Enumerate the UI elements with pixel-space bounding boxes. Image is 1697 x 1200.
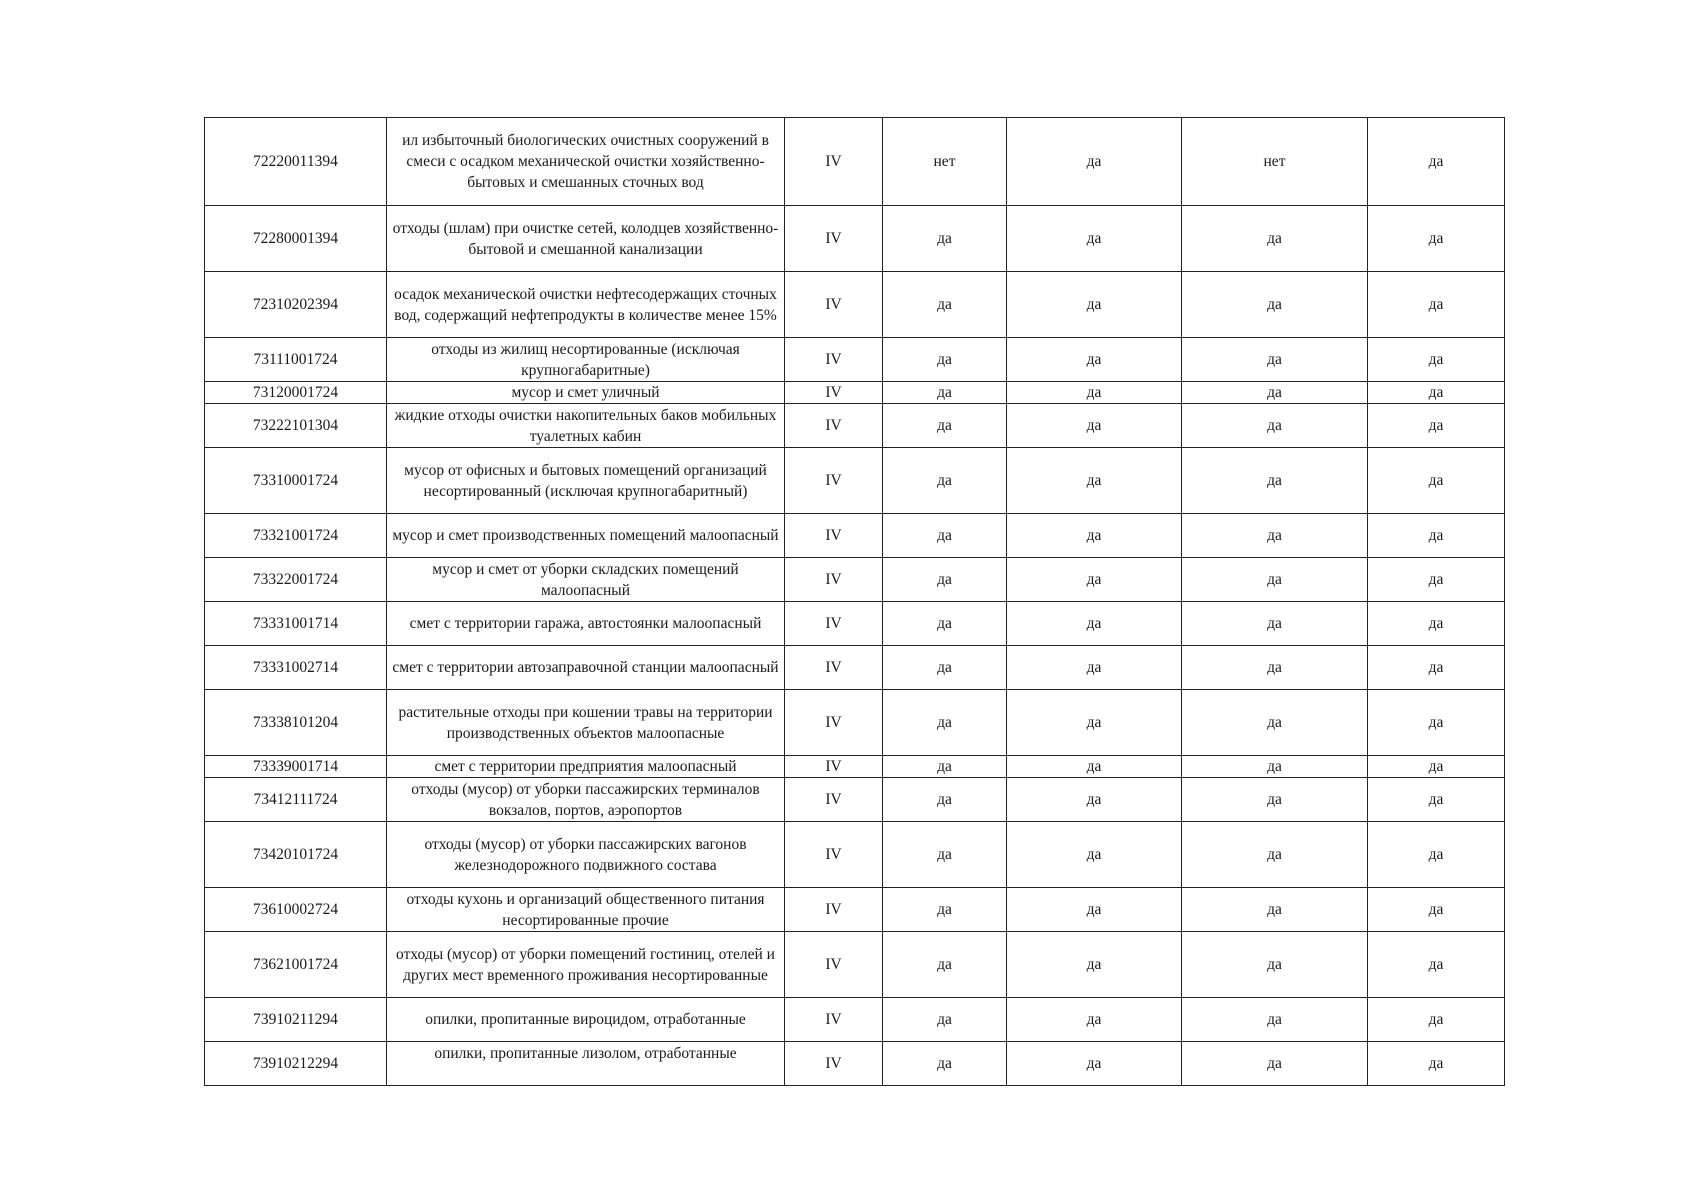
hazard-class-cell: IV (785, 690, 883, 756)
table-row (205, 404, 1505, 448)
column-7-cell: да (1368, 932, 1505, 998)
table-row (205, 448, 1505, 514)
waste-name-cell: мусор и смет уличный (387, 382, 785, 404)
waste-name-cell: отходы из жилищ несортированные (исключая крупногабаритные) (387, 338, 785, 382)
hazard-class-cell: IV (785, 448, 883, 514)
hazard-class-cell: IV (785, 404, 883, 448)
column-5-cell: да (1007, 338, 1182, 382)
column-6-cell: да (1182, 690, 1368, 756)
column-4-cell: да (883, 646, 1007, 690)
column-4-cell: да (883, 932, 1007, 998)
waste-name-cell: опилки, пропитанные лизолом, отработанные (387, 1042, 785, 1086)
column-4-cell: да (883, 514, 1007, 558)
waste-name-cell: осадок механической очистки нефтесодержащих сточных вод, содержащий нефтепродукты в количестве менее 15% (387, 272, 785, 338)
column-5-cell: да (1007, 822, 1182, 888)
waste-name-cell: мусор от офисных и бытовых помещений организаций несортированный (исключая крупногабаритный) (387, 448, 785, 514)
table-row (205, 272, 1505, 338)
waste-name-cell: смет с территории автозаправочной станции малоопасный (387, 646, 785, 690)
column-4-cell: да (883, 998, 1007, 1042)
waste-code-cell: 73338101204 (205, 690, 387, 756)
waste-code-cell: 73331001714 (205, 602, 387, 646)
table-row (205, 558, 1505, 602)
column-4-cell: да (883, 756, 1007, 778)
column-6-cell: да (1182, 514, 1368, 558)
waste-name-cell: отходы кухонь и организаций общественного питания несортированные прочие (387, 888, 785, 932)
hazard-class-cell: IV (785, 756, 883, 778)
table-row (205, 778, 1505, 822)
waste-name-cell: отходы (мусор) от уборки пассажирских вагонов железнодорожного подвижного состава (387, 822, 785, 888)
table-body (205, 118, 1505, 1086)
waste-code-cell: 73420101724 (205, 822, 387, 888)
column-7-cell: да (1368, 1042, 1505, 1086)
waste-name-cell: смет с территории предприятия малоопасный (387, 756, 785, 778)
column-7-cell: да (1368, 404, 1505, 448)
waste-code-cell: 72280001394 (205, 206, 387, 272)
column-6-cell: да (1182, 1042, 1368, 1086)
table-row (205, 888, 1505, 932)
column-5-cell: да (1007, 756, 1182, 778)
waste-name-cell: смет с территории гаража, автостоянки малоопасный (387, 602, 785, 646)
column-4-cell: да (883, 404, 1007, 448)
table-row (205, 1042, 1505, 1086)
column-6-cell: да (1182, 404, 1368, 448)
waste-name-cell: мусор и смет от уборки складских помещений малоопасный (387, 558, 785, 602)
waste-name-cell: ил избыточный биологических очистных сооружений в смеси с осадком механической очистки хозяйственно-бытовых и смешанных сточных вод (387, 118, 785, 206)
column-7-cell: да (1368, 888, 1505, 932)
column-7-cell: да (1368, 448, 1505, 514)
column-6-cell: да (1182, 932, 1368, 998)
column-7-cell: да (1368, 602, 1505, 646)
column-6-cell: нет (1182, 118, 1368, 206)
column-6-cell: да (1182, 998, 1368, 1042)
waste-name-cell: отходы (шлам) при очистке сетей, колодцев хозяйственно-бытовой и смешанной канализации (387, 206, 785, 272)
hazard-class-cell: IV (785, 338, 883, 382)
hazard-class-cell: IV (785, 888, 883, 932)
waste-code-cell: 73621001724 (205, 932, 387, 998)
column-5-cell: да (1007, 404, 1182, 448)
column-4-cell: нет (883, 118, 1007, 206)
column-6-cell: да (1182, 756, 1368, 778)
column-6-cell: да (1182, 272, 1368, 338)
column-6-cell: да (1182, 338, 1368, 382)
hazard-class-cell: IV (785, 932, 883, 998)
waste-code-cell: 73412111724 (205, 778, 387, 822)
waste-name-cell: растительные отходы при кошении травы на территории производственных объектов малоопасные (387, 690, 785, 756)
waste-name-cell: отходы (мусор) от уборки помещений гостиниц, отелей и других мест временного проживания несортированные (387, 932, 785, 998)
table-row (205, 118, 1505, 206)
column-4-cell: да (883, 206, 1007, 272)
waste-code-cell: 73310001724 (205, 448, 387, 514)
column-6-cell: да (1182, 822, 1368, 888)
table-row (205, 206, 1505, 272)
hazard-class-cell: IV (785, 206, 883, 272)
hazard-class-cell: IV (785, 602, 883, 646)
table-row (205, 756, 1505, 778)
column-6-cell: да (1182, 778, 1368, 822)
waste-code-cell: 73331002714 (205, 646, 387, 690)
column-6-cell: да (1182, 558, 1368, 602)
column-7-cell: да (1368, 998, 1505, 1042)
hazard-class-cell: IV (785, 514, 883, 558)
column-6-cell: да (1182, 646, 1368, 690)
column-6-cell: да (1182, 206, 1368, 272)
column-7-cell: да (1368, 778, 1505, 822)
column-7-cell: да (1368, 558, 1505, 602)
table-row (205, 514, 1505, 558)
column-4-cell: да (883, 448, 1007, 514)
waste-code-cell: 73339001714 (205, 756, 387, 778)
waste-code-cell: 73120001724 (205, 382, 387, 404)
table-row (205, 646, 1505, 690)
column-6-cell: да (1182, 602, 1368, 646)
column-7-cell: да (1368, 382, 1505, 404)
column-4-cell: да (883, 602, 1007, 646)
column-5-cell: да (1007, 382, 1182, 404)
table-row (205, 822, 1505, 888)
column-7-cell: да (1368, 272, 1505, 338)
hazard-class-cell: IV (785, 998, 883, 1042)
table-row (205, 382, 1505, 404)
column-4-cell: да (883, 1042, 1007, 1086)
column-5-cell: да (1007, 514, 1182, 558)
waste-code-cell: 73910212294 (205, 1042, 387, 1086)
column-7-cell: да (1368, 646, 1505, 690)
column-5-cell: да (1007, 1042, 1182, 1086)
table-row (205, 602, 1505, 646)
waste-code-cell: 73222101304 (205, 404, 387, 448)
waste-code-cell: 72220011394 (205, 118, 387, 206)
table-row (205, 690, 1505, 756)
hazard-class-cell: IV (785, 558, 883, 602)
column-5-cell: да (1007, 932, 1182, 998)
waste-code-cell: 73321001724 (205, 514, 387, 558)
column-4-cell: да (883, 778, 1007, 822)
column-5-cell: да (1007, 272, 1182, 338)
table-row (205, 932, 1505, 998)
column-6-cell: да (1182, 888, 1368, 932)
column-6-cell: да (1182, 382, 1368, 404)
waste-name-cell: отходы (мусор) от уборки пассажирских терминалов вокзалов, портов, аэропортов (387, 778, 785, 822)
column-7-cell: да (1368, 822, 1505, 888)
table-row (205, 998, 1505, 1042)
hazard-class-cell: IV (785, 646, 883, 690)
column-5-cell: да (1007, 888, 1182, 932)
hazard-class-cell: IV (785, 1042, 883, 1086)
column-5-cell: да (1007, 646, 1182, 690)
column-5-cell: да (1007, 602, 1182, 646)
column-4-cell: да (883, 822, 1007, 888)
column-4-cell: да (883, 690, 1007, 756)
column-4-cell: да (883, 338, 1007, 382)
column-7-cell: да (1368, 756, 1505, 778)
waste-code-cell: 73910211294 (205, 998, 387, 1042)
column-7-cell: да (1368, 338, 1505, 382)
table-row (205, 338, 1505, 382)
column-7-cell: да (1368, 690, 1505, 756)
column-5-cell: да (1007, 448, 1182, 514)
column-5-cell: да (1007, 118, 1182, 206)
hazard-class-cell: IV (785, 822, 883, 888)
column-7-cell: да (1368, 514, 1505, 558)
waste-code-cell: 73610002724 (205, 888, 387, 932)
waste-name-cell: опилки, пропитанные вироцидом, отработанные (387, 998, 785, 1042)
column-6-cell: да (1182, 448, 1368, 514)
column-5-cell: да (1007, 206, 1182, 272)
column-5-cell: да (1007, 690, 1182, 756)
column-5-cell: да (1007, 558, 1182, 602)
column-5-cell: да (1007, 778, 1182, 822)
waste-code-cell: 72310202394 (205, 272, 387, 338)
waste-code-cell: 73111001724 (205, 338, 387, 382)
column-4-cell: да (883, 558, 1007, 602)
waste-classification-table (204, 117, 1505, 1086)
column-4-cell: да (883, 382, 1007, 404)
column-5-cell: да (1007, 998, 1182, 1042)
waste-name-cell: жидкие отходы очистки накопительных баков мобильных туалетных кабин (387, 404, 785, 448)
column-4-cell: да (883, 888, 1007, 932)
column-7-cell: да (1368, 206, 1505, 272)
hazard-class-cell: IV (785, 778, 883, 822)
column-7-cell: да (1368, 118, 1505, 206)
column-4-cell: да (883, 272, 1007, 338)
hazard-class-cell: IV (785, 118, 883, 206)
waste-name-cell: мусор и смет производственных помещений малоопасный (387, 514, 785, 558)
hazard-class-cell: IV (785, 272, 883, 338)
waste-code-cell: 73322001724 (205, 558, 387, 602)
hazard-class-cell: IV (785, 382, 883, 404)
